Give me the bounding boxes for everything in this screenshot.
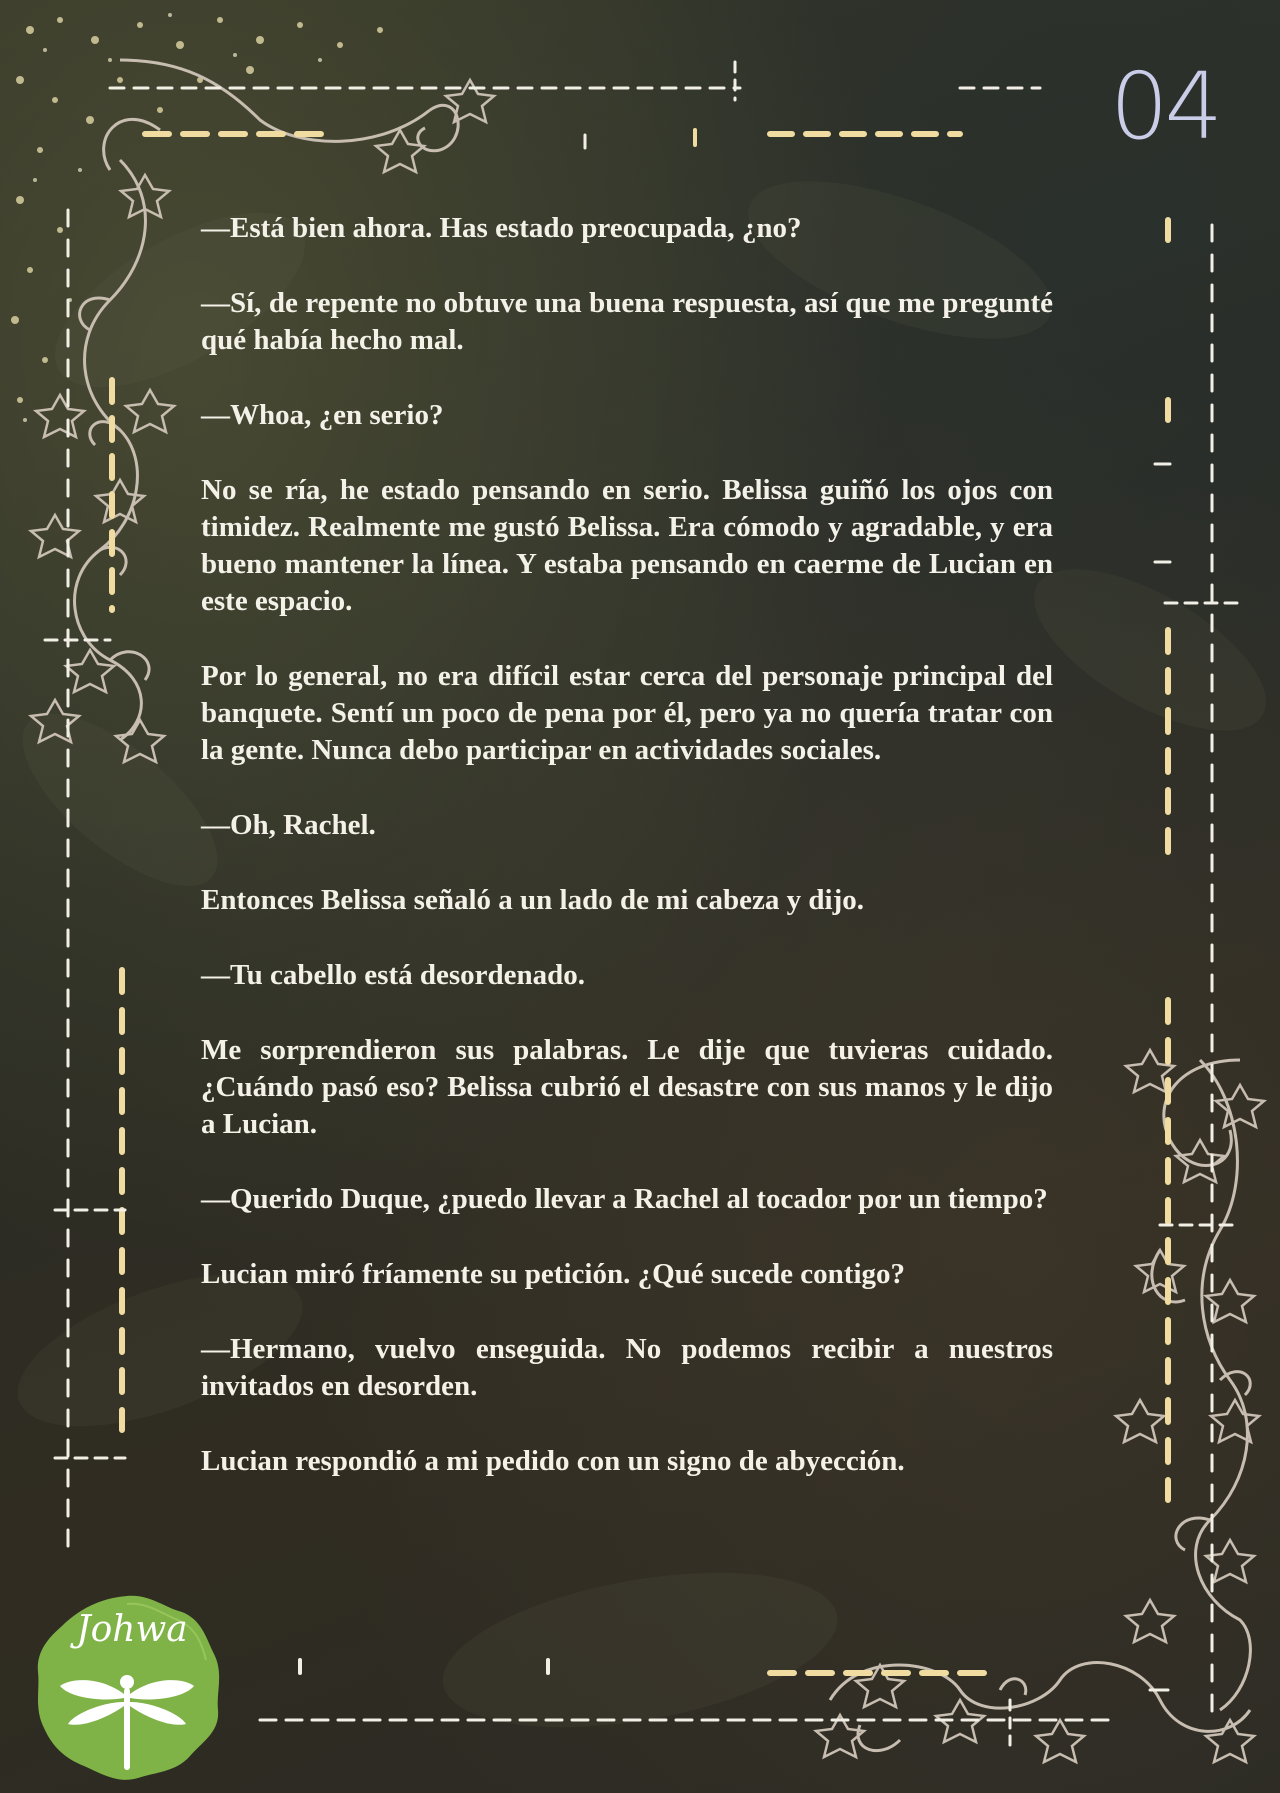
page-number: 04 <box>1110 53 1220 160</box>
paragraph: Entonces Belissa señaló a un lado de mi cabeza y dijo. <box>201 884 865 916</box>
logo-text: Johwa <box>76 1609 188 1650</box>
paragraph: —Hermano, vuelvo enseguida. No podemos recibir a nuestros invitados en desorden. <box>201 1333 1053 1402</box>
paragraph: Me sorprendieron sus palabras. Le dije que tuvieras cuidado. ¿Cuándo pasó eso? Belissa cubrió el desastre con sus manos y le dijo a Lucian. <box>201 1034 1053 1140</box>
paragraph: —Whoa, ¿en serio? <box>201 399 444 431</box>
paragraph: —Querido Duque, ¿puedo llevar a Rachel al tocador por un tiempo? <box>201 1183 1048 1215</box>
paragraph: —Sí, de repente no obtuve una buena respuesta, así que me pregunté qué había hecho mal. <box>201 287 1053 356</box>
story-text <box>201 210 1053 1518</box>
paragraph: Por lo general, no era difícil estar cerca del personaje principal del banquete. Sentí un poco de pena por él, pero ya no quería tratar con la gente. Nunca debo participar en actividades sociales. <box>201 660 1053 766</box>
paragraph: —Tu cabello está desordenado. <box>201 959 586 991</box>
johwa-logo <box>30 1590 225 1785</box>
paragraph: —Está bien ahora. Has estado preocupada, ¿no? <box>201 212 802 244</box>
paragraph: Lucian respondió a mi pedido con un signo de abyección. <box>201 1445 905 1477</box>
paragraph: —Oh, Rachel. <box>201 809 376 841</box>
paragraph: No se ría, he estado pensando en serio. Belissa guiñó los ojos con timidez. Realmente me gustó Belissa. Era cómodo y agradable, y era bueno mantener la línea. Y estaba pensando en caerme de Lucian en este espacio. <box>201 474 1053 617</box>
paragraph: Lucian miró fríamente su petición. ¿Qué sucede contigo? <box>201 1258 906 1290</box>
